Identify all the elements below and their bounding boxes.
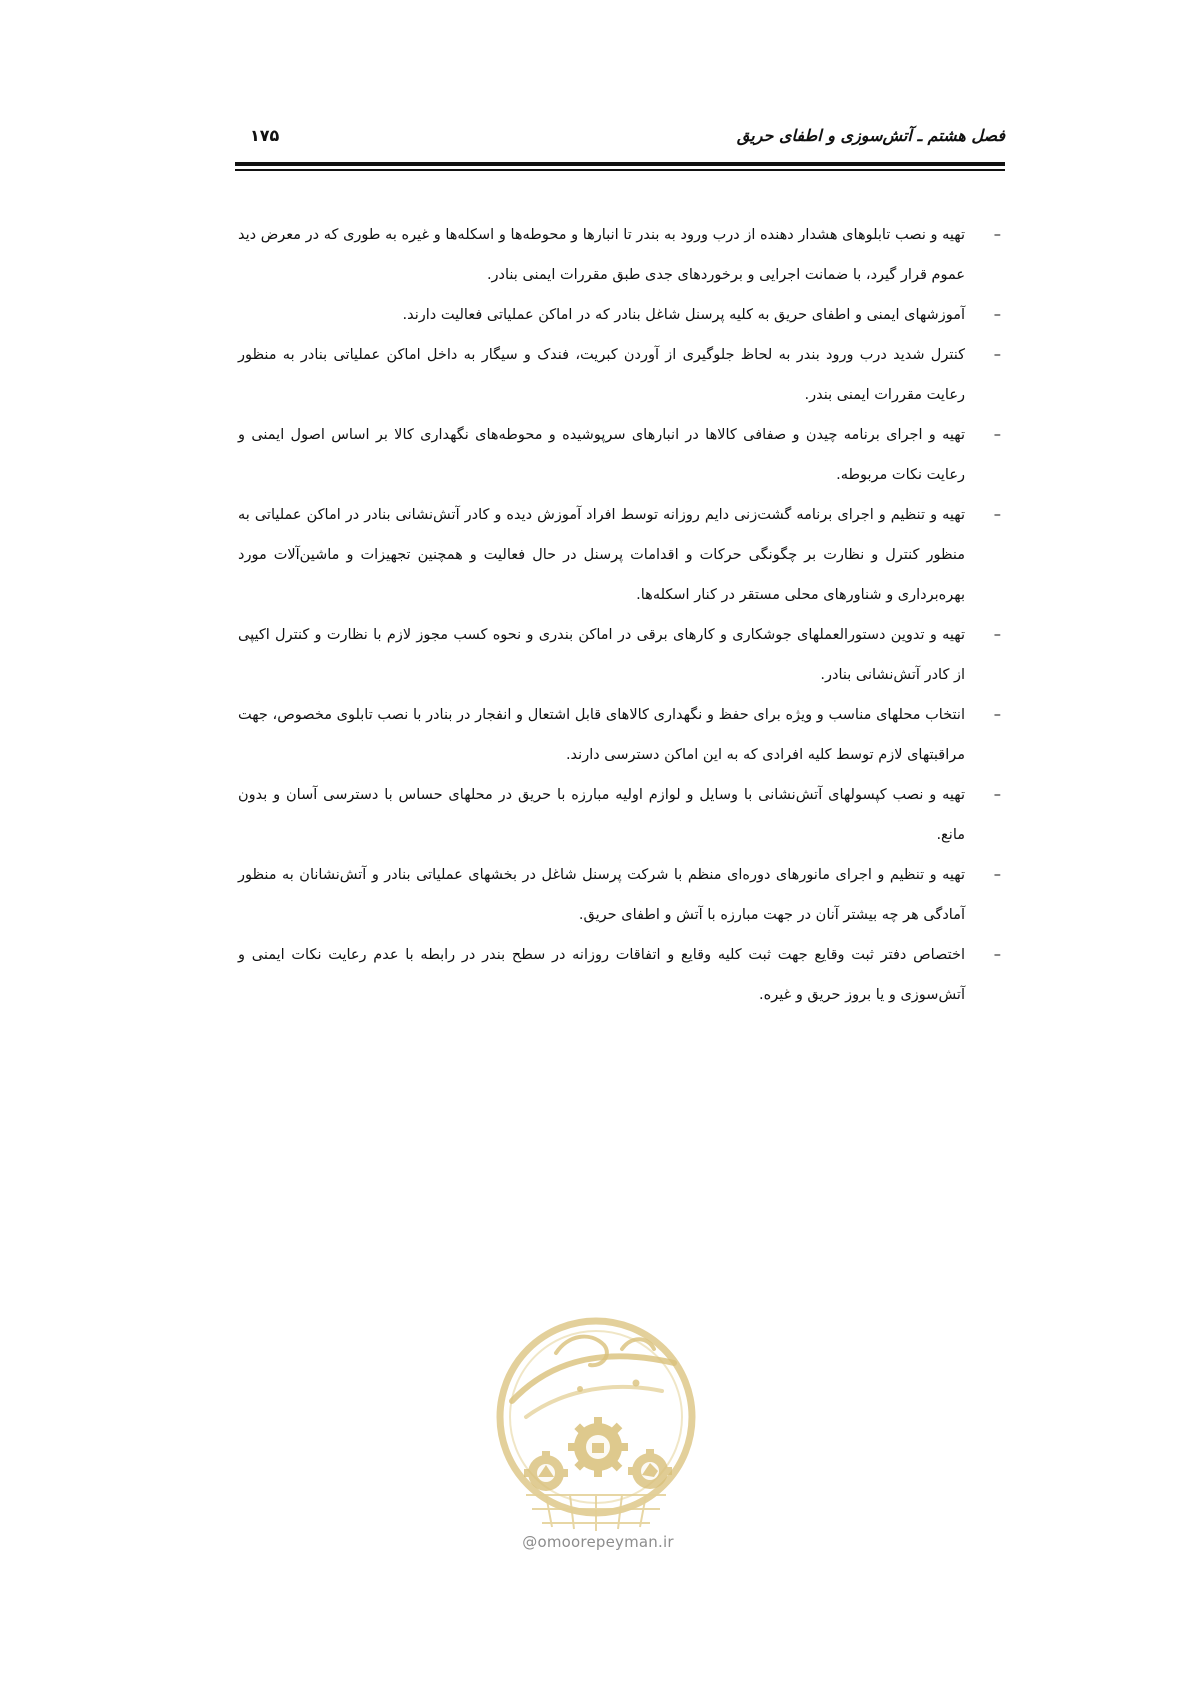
- header-rule-thin: [235, 169, 1005, 171]
- dash-bullet: –: [993, 347, 1001, 363]
- list-item: [238, 295, 1003, 335]
- bullet-list: [238, 215, 1003, 1015]
- list-item: [238, 495, 1003, 615]
- list-item-text: تهیه و تنظیم و اجرای مانورهای دوره‌ای منظم با شرکت پرسنل شاغل در بخشهای عملیاتی بنادر و آتش‌نشانان به منظور آمادگی هر چه بیشتر آنان در جهت مبارزه با آتش و اطفای حریق.: [238, 867, 965, 923]
- dash-bullet: –: [993, 507, 1001, 523]
- watermark-logo-icon: [486, 1305, 706, 1565]
- page-number: ۱۷۵: [250, 126, 280, 145]
- dash-bullet: –: [993, 947, 1001, 963]
- dash-bullet: –: [993, 707, 1001, 723]
- list-item: [238, 215, 1003, 295]
- list-item: [238, 415, 1003, 495]
- list-item-text: تهیه و نصب تابلوهای هشدار دهنده از درب ورود به بندر تا انبارها و محوطه‌ها و اسکله‌ها و غیره به طوری که در معرض دید عموم قرار گیرد، با ضمانت اجرایی و برخوردهای جدی طبق مقررات ایمنی بنادر.: [238, 227, 965, 283]
- dash-bullet: –: [993, 627, 1001, 643]
- list-item-text: تهیه و اجرای برنامه چیدن و صفافی کالاها در انبارهای سرپوشیده و محوطه‌های نگهداری کالا بر اساس اصول ایمنی و رعایت نکات مربوطه.: [238, 427, 965, 483]
- list-item-text: آموزشهای ایمنی و اطفای حریق به کلیه پرسنل شاغل بنادر که در اماکن عملیاتی فعالیت دارند.: [402, 307, 965, 323]
- list-item: [238, 335, 1003, 415]
- list-item: [238, 775, 1003, 855]
- list-item-text: تهیه و تدوین دستورالعملهای جوشکاری و کارهای برقی در اماکن بندری و نحوه کسب مجوز لازم با نظارت و کنترل اکیپی از کادر آتش‌نشانی بنادر.: [238, 627, 965, 683]
- dash-bullet: –: [993, 307, 1001, 323]
- watermark-caption: @omoorepeyman.ir: [522, 1533, 674, 1551]
- list-item-text: انتخاب محلهای مناسب و ویژه برای حفظ و نگهداری کالاهای قابل اشتعال و انفجار در بنادر با نصب تابلوی مخصوص، جهت مراقبتهای لازم توسط کلیه افرادی که به این اماکن دسترسی دارند.: [238, 707, 965, 763]
- dash-bullet: –: [993, 427, 1001, 443]
- list-item: [238, 695, 1003, 775]
- header-rule-thick: [235, 162, 1005, 166]
- list-item: [238, 935, 1003, 1015]
- chapter-title: فصل هشتم ـ آتش‌سوزی و اطفای حریق: [736, 126, 1005, 145]
- dash-bullet: –: [993, 227, 1001, 243]
- list-item-text: تهیه و تنظیم و اجرای برنامه گشت‌زنی دایم روزانه توسط افراد آموزش دیده و کادر آتش‌نشانی بنادر در اماکن عملیاتی به منظور کنترل و نظارت بر چگونگی حرکات و اقدامات پرسنل در حال فعالیت و همچنین تجهیزات و ماشین‌آلات مورد بهره‌برداری و شناورهای محلی مستقر در کنار اسکله‌ها.: [238, 507, 965, 603]
- page-header: [235, 122, 1005, 156]
- list-item: [238, 615, 1003, 695]
- list-item-text: تهیه و نصب کپسولهای آتش‌نشانی با وسایل و لوازم اولیه مبارزه با حریق در محلهای حساس با دسترسی آسان و بدون مانع.: [238, 787, 965, 843]
- list-item-text: کنترل شدید درب ورود بندر به لحاظ جلوگیری از آوردن کبریت، فندک و سیگار به داخل اماکن عملیاتی بنادر به منظور رعایت مقررات ایمنی بندر.: [238, 347, 965, 403]
- dash-bullet: –: [993, 867, 1001, 883]
- dash-bullet: –: [993, 787, 1001, 803]
- list-item: [238, 855, 1003, 935]
- list-item-text: اختصاص دفتر ثبت وقایع جهت ثبت کلیه وقایع و اتفاقات روزانه در سطح بندر در رابطه با عدم رعایت نکات ایمنی و آتش‌سوزی و یا بروز حریق و غیره.: [238, 947, 965, 1003]
